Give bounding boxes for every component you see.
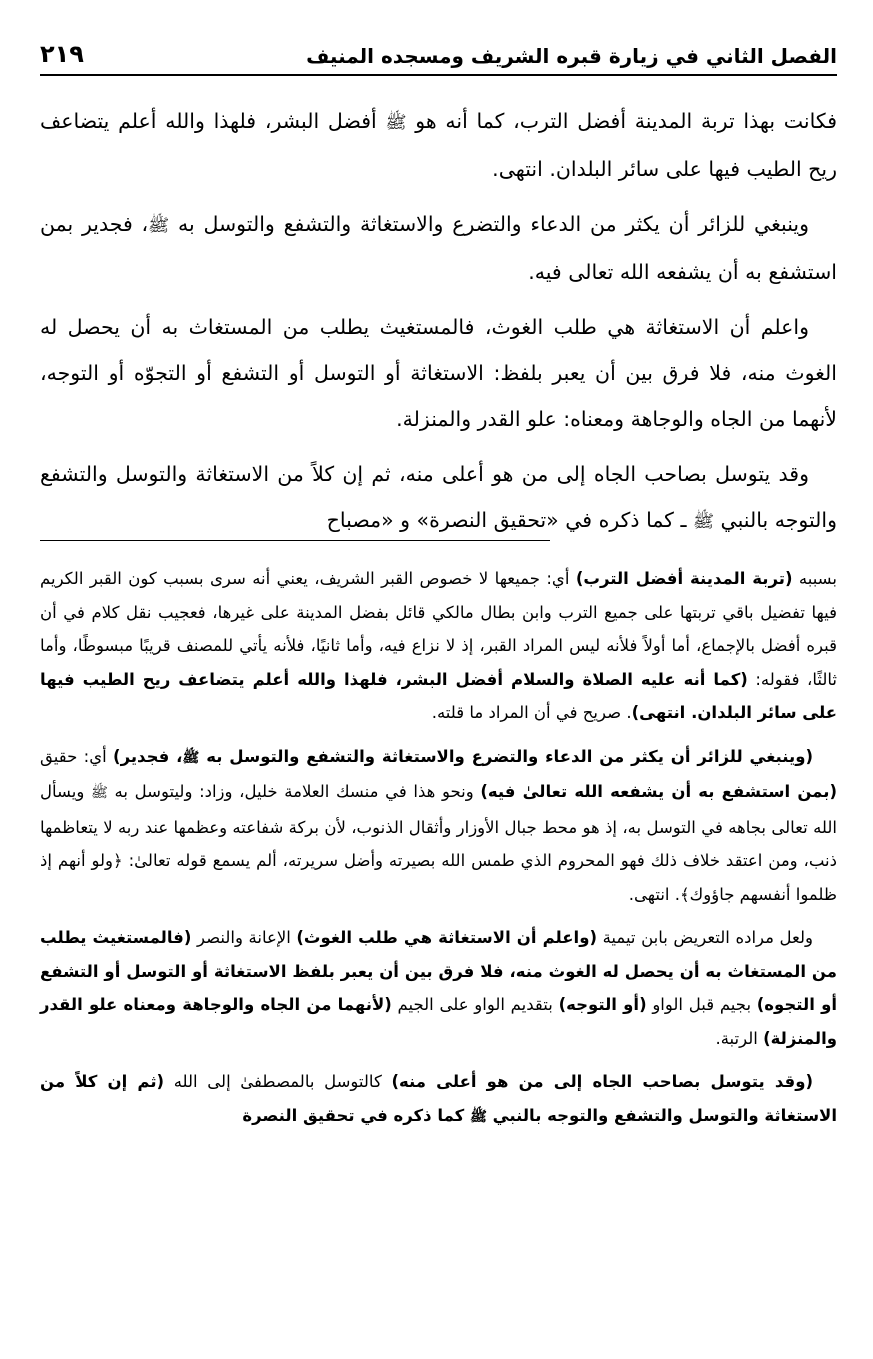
main-paragraph-2	[40, 201, 837, 295]
text-span: الإعانة والنصر	[191, 928, 297, 947]
running-header	[40, 34, 837, 76]
page-number: ٢١٩	[40, 40, 84, 68]
text-span: أفضل البشر، فلهذا والله أعلم يتضاعف ريح الطيب فيها على سائر البلدان. انتهى.	[40, 109, 837, 181]
text-span: كالتوسل بالمصطفىٰ إلى الله	[164, 1072, 392, 1091]
main-paragraph-3	[40, 304, 837, 442]
text-span: الرتبة.	[715, 1028, 764, 1048]
book-page	[40, 0, 837, 1359]
chapter-title: الفصل الثاني في زيارة قبره الشريف ومسجده المنيف	[306, 44, 837, 68]
text-span: وقد يتوسل بصاحب الجاه إلى من هو أعلى منه، ثم إن كلاً من الاستغاثة والتوسل والتشفع والتوجه بالنبي	[40, 462, 837, 532]
quoted-text: (واعلم أن الاستغاثة هي طلب الغوث)	[296, 928, 598, 947]
text-span: ، فجدير بمن استشفع به أن يشفعه الله تعالى فيه.	[40, 212, 837, 284]
quoted-text: (بمن استشفع به أن يشفعه الله تعالىٰ فيه)	[480, 782, 837, 801]
quoted-text: (وقد يتوسل بصاحب الجاه إلى من هو أعلى منه)	[391, 1072, 813, 1091]
quoted-text: (فالمستغيث يطلب من المستغاث به أن يحصل له الغوث منه، فلا فرق بين أن يعبر بلفظ الاستغاثة أو التوسل أو التشفع أو التجوه)	[40, 928, 838, 1014]
quoted-text: (ثم إن كلاً من الاستغاثة والتوسل والتشفع والتوجه بالنبي	[40, 1072, 837, 1125]
text-span: ولعل مراده التعريض بابن تيمية	[597, 928, 814, 947]
text-span: ـ كما ذكره في «تحقيق النصرة» و «مصباح	[326, 508, 693, 532]
text-span: أي: حقيق	[40, 746, 114, 766]
quoted-text: (تربة المدينة أفضل الترب)	[575, 569, 793, 588]
text-span: . صريح في أن المراد ما قلته.	[431, 703, 632, 722]
text-span: ويسأل الله تعالى بجاهه في التوسل به، إذ هو محط جبال الأوزار وأثقال الذنوب، لأن بركة شفاعته وعظمها عند ربه لا يتعاظمها ذنب، ومن اعتقد خلاف ذلك فهو المحروم الذي طمس الله بصيرته وأضل سريرته، ألم يسمع قوله تعالىٰ: ﴿ولو أنهم إذ ظلموا أنفسهم جاؤوك﴾. انتهى.	[40, 782, 837, 904]
quoted-text: كما ذكره في تحقيق النصرة	[242, 1105, 470, 1125]
text-span: واعلم أن الاستغاثة هي طلب الغوث، فالمستغيث يطلب من المستغاث به أن يحصل له الغوث منه، فلا فرق بين أن يعبر بلفظ: الاستغاثة أو التوسل أو التشفع أو التجوّه أو التوجه، لأنهما من الجاه والوجاهة ومعناه: علو القدر والمنزلة.	[40, 315, 837, 431]
quoted-text: (لأنهما من الجاه والوجاهة ومعناه علو القدر والمنزلة)	[40, 995, 837, 1048]
text-span: بتقديم الواو على الجيم	[391, 995, 559, 1014]
commentary-paragraph-2	[40, 740, 837, 912]
quoted-text: (أو التوجه)	[558, 995, 647, 1014]
salutation-glyph: ﷺ	[182, 749, 200, 766]
text-span: بجيم قبل الواو	[646, 995, 757, 1014]
main-paragraph-4	[40, 451, 837, 545]
salutation-glyph: ﷺ	[469, 1108, 487, 1125]
commentary-paragraph-4	[40, 1065, 837, 1134]
text-span: وينبغي للزائر أن يكثر من الدعاء والتضرع والاستغاثة والتشفع والتوسل به	[169, 212, 810, 236]
quoted-text: (وينبغي للزائر أن يكثر من الدعاء والتضرع والاستغاثة والتشفع والتوسل به	[199, 746, 813, 766]
main-text	[40, 98, 837, 554]
main-paragraph-1	[40, 98, 837, 192]
footnote-divider	[40, 540, 550, 541]
text-span: فكانت بهذا تربة المدينة أفضل الترب، كما أنه هو	[406, 109, 837, 133]
salutation-glyph: ﷺ	[90, 785, 108, 801]
text-span: أي: جميعها لا خصوص القبر الشريف، يعني أنه سرى بسبب كون القبر الكريم فيها تفضيل باقي تربتها على جميع الترب وابن بطال مالكي قائل بفضل المدينة على غيرها، فعجيب نقل كلام في أن قبره أفضل بالإجماع، أما أولاً فلأنه ليس المراد القبر، إذ لا نزاع فيه، وأما ثانيًا، فلأنه يأتي للمصنف قريبًا مبسوطًا، وأما ثالثًا، فقوله:	[40, 569, 837, 689]
quoted-text: ، فجدير)	[113, 746, 183, 766]
commentary-paragraph-1	[40, 562, 837, 730]
salutation-glyph: ﷺ	[692, 512, 715, 532]
text-span: ونحو هذا في منسك العلامة خليل، وزاد: وليتوسل به	[107, 782, 481, 801]
text-span: بسببه	[792, 569, 837, 588]
quoted-text: (كما أنه عليه الصلاة والسلام أفضل البشر، فلهذا والله أعلم يتضاعف ريح الطيب فيها على سائر البلدان. انتهى)	[40, 669, 837, 722]
commentary	[40, 562, 837, 1144]
salutation-glyph: ﷺ	[385, 113, 407, 133]
salutation-glyph: ﷺ	[148, 216, 170, 236]
commentary-paragraph-3	[40, 921, 837, 1055]
